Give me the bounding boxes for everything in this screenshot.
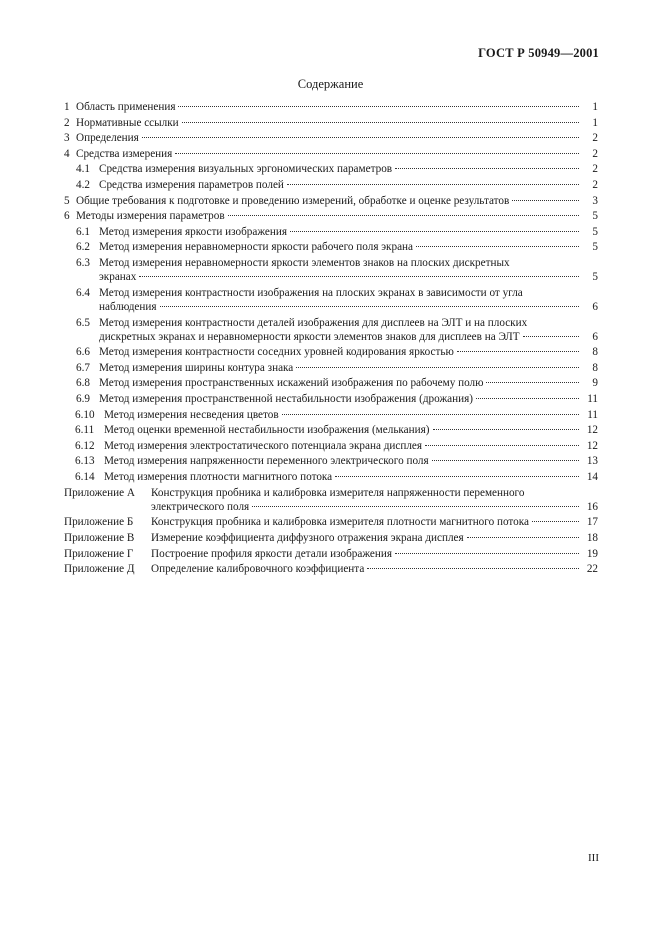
toc-entry[interactable] [64,132,598,148]
table-of-contents [64,101,598,579]
toc-number: 6.6 [76,346,90,359]
toc-appendix-line1[interactable] [64,487,598,501]
toc-label: Метод измерения несведения цветов [104,408,279,421]
toc-label: Метод измерения пространственной нестабильности изображения (дрожания) [99,393,473,406]
toc-page: 6 [592,300,598,313]
toc-number: 6.8 [76,377,90,390]
leader-dots [228,215,579,216]
toc-entry[interactable] [64,471,598,487]
toc-label: экранах [99,271,137,284]
toc-label: Метод измерения напряженности переменного электрического поля [104,455,429,468]
appendix-number: Приложение Г [64,547,134,560]
leader-dots [486,382,579,383]
toc-label-line1: Метод измерения неравномерности яркости элементов знаков на плоских дискретных [99,256,510,269]
toc-page: 12 [586,439,598,452]
toc-entry[interactable] [64,226,598,242]
toc-number: 6.10 [75,408,95,421]
toc-entry[interactable] [64,393,598,409]
toc-page: 16 [586,500,598,513]
toc-entry-line1[interactable] [64,257,598,271]
toc-number: 6.1 [76,225,90,238]
leader-dots [512,200,579,201]
toc-entry[interactable] [64,101,598,117]
toc-entry[interactable] [64,346,598,362]
toc-page: 8 [592,346,598,359]
toc-page: 5 [592,241,598,254]
toc-entry-line2[interactable] [64,271,598,287]
toc-page: 2 [592,132,598,145]
toc-entry[interactable] [64,241,598,257]
toc-number: 6.4 [76,286,90,299]
toc-label: Метод измерения неравномерности яркости рабочего поля экрана [99,241,414,254]
leader-dots [433,429,580,430]
toc-entry[interactable] [64,195,598,211]
leader-dots [282,414,579,415]
toc-number: 4 [64,147,70,160]
leader-dots [523,336,579,337]
toc-label: Область применения [76,101,176,113]
toc-label: Методы измерения параметров [76,210,225,223]
toc-label: Средства измерения визуальных эргономических параметров [99,163,393,176]
toc-label: Общие требования к подготовке и проведению измерений, обработке и оценке результатов [76,194,510,207]
toc-number: 6.11 [75,424,95,437]
toc-page: 2 [592,178,598,191]
toc-appendix[interactable] [64,516,598,532]
toc-entry-line2[interactable] [64,331,598,347]
toc-entry-line1[interactable] [64,317,598,331]
toc-page: 22 [586,563,598,576]
toc-number: 6.9 [76,393,90,406]
toc-label: Измерение коэффициента диффузного отражения экрана дисплея [151,532,464,544]
toc-appendix[interactable] [64,563,598,579]
leader-dots [252,506,579,507]
toc-number: 6.13 [75,455,95,468]
leader-dots [160,306,579,307]
toc-entry-line1[interactable] [64,287,598,301]
toc-number: 6.5 [76,316,90,329]
toc-appendix-line2[interactable] [64,501,598,517]
toc-entry[interactable] [64,117,598,133]
toc-page: 9 [592,377,598,390]
toc-page: 11 [587,393,598,406]
toc-label: Нормативные ссылки [76,116,179,129]
leader-dots [335,476,579,477]
toc-label: Средства измерения параметров полей [99,178,284,191]
toc-entry[interactable] [64,409,598,425]
toc-label: Метод измерения пространственных искажений изображения по рабочему полю [99,377,484,390]
toc-page: 18 [586,532,598,544]
leader-dots [432,460,579,461]
toc-label: наблюдения [99,300,157,313]
toc-label: Метод измерения ширины контура знака [99,361,294,374]
appendix-number: Приложение А [64,486,135,499]
toc-page: 6 [592,330,598,343]
toc-page: 5 [592,210,598,223]
toc-label: Конструкция пробника и калибровка измерителя плотности магнитного потока [151,516,529,529]
toc-page: 1 [592,116,598,129]
leader-dots [178,106,579,107]
toc-appendix[interactable] [64,548,598,564]
toc-entry-line2[interactable] [64,301,598,317]
standard-header: ГОСТ Р 50949—2001 [478,46,599,60]
toc-entry[interactable] [64,179,598,195]
toc-page: 12 [586,424,598,437]
toc-entry[interactable] [64,210,598,226]
toc-label: Построение профиля яркости детали изображения [151,547,392,560]
leader-dots [287,184,579,185]
toc-label: Определения [76,132,139,145]
appendix-number: Приложение Д [64,563,135,576]
toc-entry[interactable] [64,148,598,164]
toc-number: 2 [64,116,70,129]
toc-page: 17 [586,516,598,529]
toc-number: 6.12 [75,439,95,452]
toc-page: 14 [586,471,598,484]
toc-appendix[interactable] [64,532,598,548]
toc-page: 5 [592,225,598,238]
toc-label: Средства измерения [76,147,173,160]
toc-entry[interactable] [64,424,598,440]
toc-label-line1: Конструкция пробника и калибровка измерителя напряженности переменного [151,486,525,499]
toc-number: 6 [64,210,70,223]
toc-number: 6.14 [75,471,95,484]
toc-number: 1 [64,101,70,113]
leader-dots [367,568,579,569]
leader-dots [467,537,579,538]
toc-label: Метод оценки временной нестабильности изображения (мелькания) [104,424,430,437]
toc-label-line1: Метод измерения контрастности изображения на плоских экранах в зависимости от угла [99,286,523,299]
leader-dots [532,521,579,522]
page-number: III [588,852,599,864]
leader-dots [139,276,579,277]
leader-dots [395,553,579,554]
toc-page: 1 [592,101,598,113]
toc-entry[interactable] [64,377,598,393]
toc-label: электрического поля [151,500,250,513]
toc-label: Метод измерения плотности магнитного потока [104,471,333,484]
toc-label: Определение калибровочного коэффициента [151,563,365,576]
toc-page: 19 [586,547,598,560]
leader-dots [457,351,579,352]
toc-page: 8 [592,361,598,374]
leader-dots [395,168,579,169]
appendix-number: Приложение Б [64,516,134,529]
leader-dots [142,137,579,138]
toc-label: Метод измерения электростатического потенциала экрана дисплея [104,439,423,452]
toc-page: 5 [592,271,598,284]
toc-number: 6.2 [76,241,90,254]
toc-label: Метод измерения контрастности соседних уровней кодирования яркостью [99,346,454,359]
toc-title: Содержание [297,77,364,91]
toc-page: 11 [587,408,598,421]
toc-number: 3 [64,132,70,145]
toc-label: дискретных экранах и неравномерности яркости элементов знаков для дисплеев на ЭЛТ [99,330,520,343]
leader-dots [416,246,579,247]
toc-label-line1: Метод измерения контрастности деталей изображения для дисплеев на ЭЛТ и на плоских [99,316,528,329]
leader-dots [182,122,579,123]
toc-page: 3 [592,194,598,207]
leader-dots [175,153,579,154]
toc-number: 4.2 [76,178,90,191]
toc-entry[interactable] [64,163,598,179]
toc-page: 2 [592,163,598,176]
leader-dots [425,445,579,446]
toc-number: 6.7 [76,361,90,374]
toc-page: 2 [592,147,598,160]
appendix-number: Приложение В [64,532,135,544]
leader-dots [290,231,579,232]
leader-dots [476,398,579,399]
toc-page: 13 [586,455,598,468]
toc-entry[interactable] [64,362,598,378]
toc-number: 5 [64,194,70,207]
toc-number: 4.1 [76,163,90,176]
toc-entry[interactable] [64,455,598,471]
leader-dots [296,367,579,368]
toc-entry[interactable] [64,440,598,456]
toc-number: 6.3 [76,256,90,269]
toc-label: Метод измерения яркости изображения [99,225,288,238]
